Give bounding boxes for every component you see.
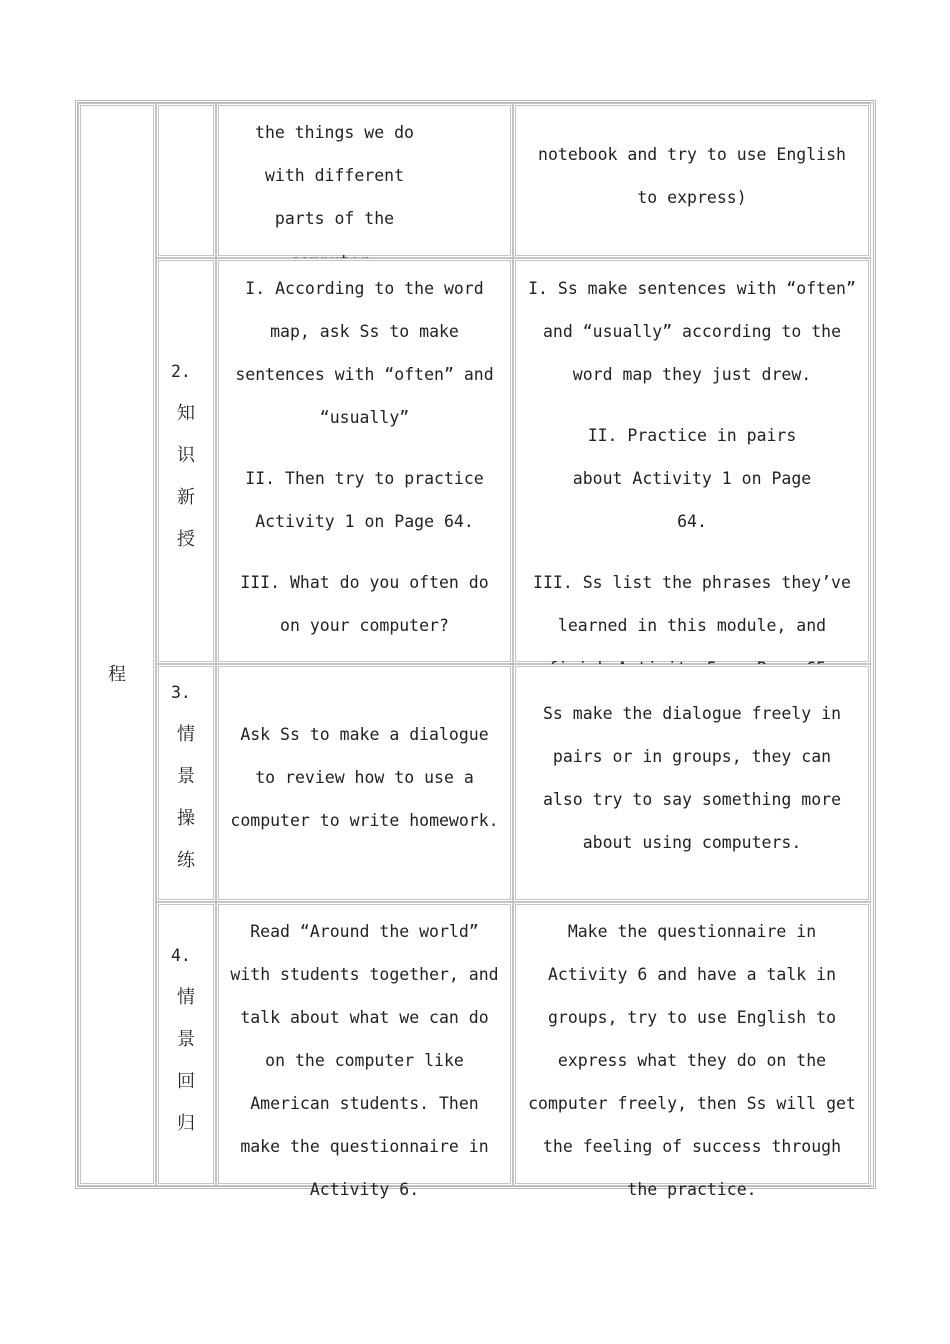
step-char: 新	[177, 487, 195, 508]
step-number: 4.	[171, 946, 191, 965]
teacher-cell-3	[216, 664, 513, 902]
step-char: 识	[177, 445, 195, 466]
student-paragraph: I. Ss make sentences with “often” and “usually” according to the word map they just drew.	[528, 279, 856, 384]
step-label-3	[159, 672, 213, 882]
step-label-2	[159, 351, 213, 561]
teacher-paragraph: the things we do with different parts of the	[255, 123, 414, 228]
student-paragraph: II. Practice in pairs about Activity 1 on Page 64.	[572, 426, 812, 531]
step-cell-3	[156, 664, 216, 902]
student-paragraph: Ss make the dialogue freely in pairs or in groups, they can also try to say something more about using computers.	[542, 704, 841, 852]
student-cell-4	[513, 902, 871, 1199]
teacher-activity-4	[219, 910, 510, 1211]
step-char: 操	[177, 808, 195, 829]
step-char: 练	[177, 850, 195, 871]
student-cell-2	[513, 258, 871, 664]
student-paragraph: notebook and try to use English to express)	[538, 145, 846, 207]
student-paragraph: Make the questionnaire in Activity 6 and have a talk in groups, try to use English to express what they do on the computer freely, then Ss will get the feeling of success through the practice.	[528, 922, 856, 1199]
step-char: 情	[177, 987, 195, 1008]
step-number: 3.	[171, 683, 191, 702]
step-char: 回	[177, 1071, 195, 1092]
step-char: 景	[177, 766, 195, 787]
teacher-paragraph: III. What do you often do on your computer?	[240, 573, 489, 635]
student-cell-3	[513, 664, 871, 902]
step-char: 授	[177, 529, 195, 550]
student-activity-2	[516, 267, 868, 690]
teacher-activity-3	[219, 713, 510, 842]
teacher-activity-2	[219, 267, 510, 647]
step-char: 景	[177, 1029, 195, 1050]
student-activity-1	[516, 133, 868, 219]
teacher-paragraph: II. Then try to practice Activity 1 on Page 64.	[245, 469, 484, 531]
teacher-paragraph: I. According to the word map, ask Ss to make sentences with “often” and “usually”	[235, 279, 494, 427]
teacher-paragraph: Ask Ss to make a dialogue to review how to use a computer to write homework.	[230, 725, 499, 830]
section-label-cell	[78, 103, 156, 1186]
student-activity-4	[516, 910, 868, 1211]
student-paragraph: III. Ss list the phrases they’ve learned in this module, and	[533, 573, 851, 635]
step-char: 知	[177, 403, 195, 424]
student-cell-1	[513, 103, 871, 258]
step-number: 2.	[171, 362, 191, 381]
student-activity-3	[516, 692, 868, 864]
step-char: 归	[177, 1113, 195, 1134]
step-cell-1	[156, 103, 216, 258]
section-label: 程	[108, 664, 126, 685]
teacher-cell-2	[216, 258, 513, 664]
step-char: 情	[177, 724, 195, 745]
step-label-4	[159, 935, 213, 1145]
teacher-cell-1	[216, 103, 513, 258]
teacher-paragraph: Read “Around the world” with students together, and talk about what we can do on the computer like American students. Then make the questionnaire in Activity 6.	[230, 922, 499, 1199]
step-cell-2	[156, 258, 216, 664]
teacher-cell-4	[216, 902, 513, 1199]
step-cell-4	[156, 902, 216, 1186]
